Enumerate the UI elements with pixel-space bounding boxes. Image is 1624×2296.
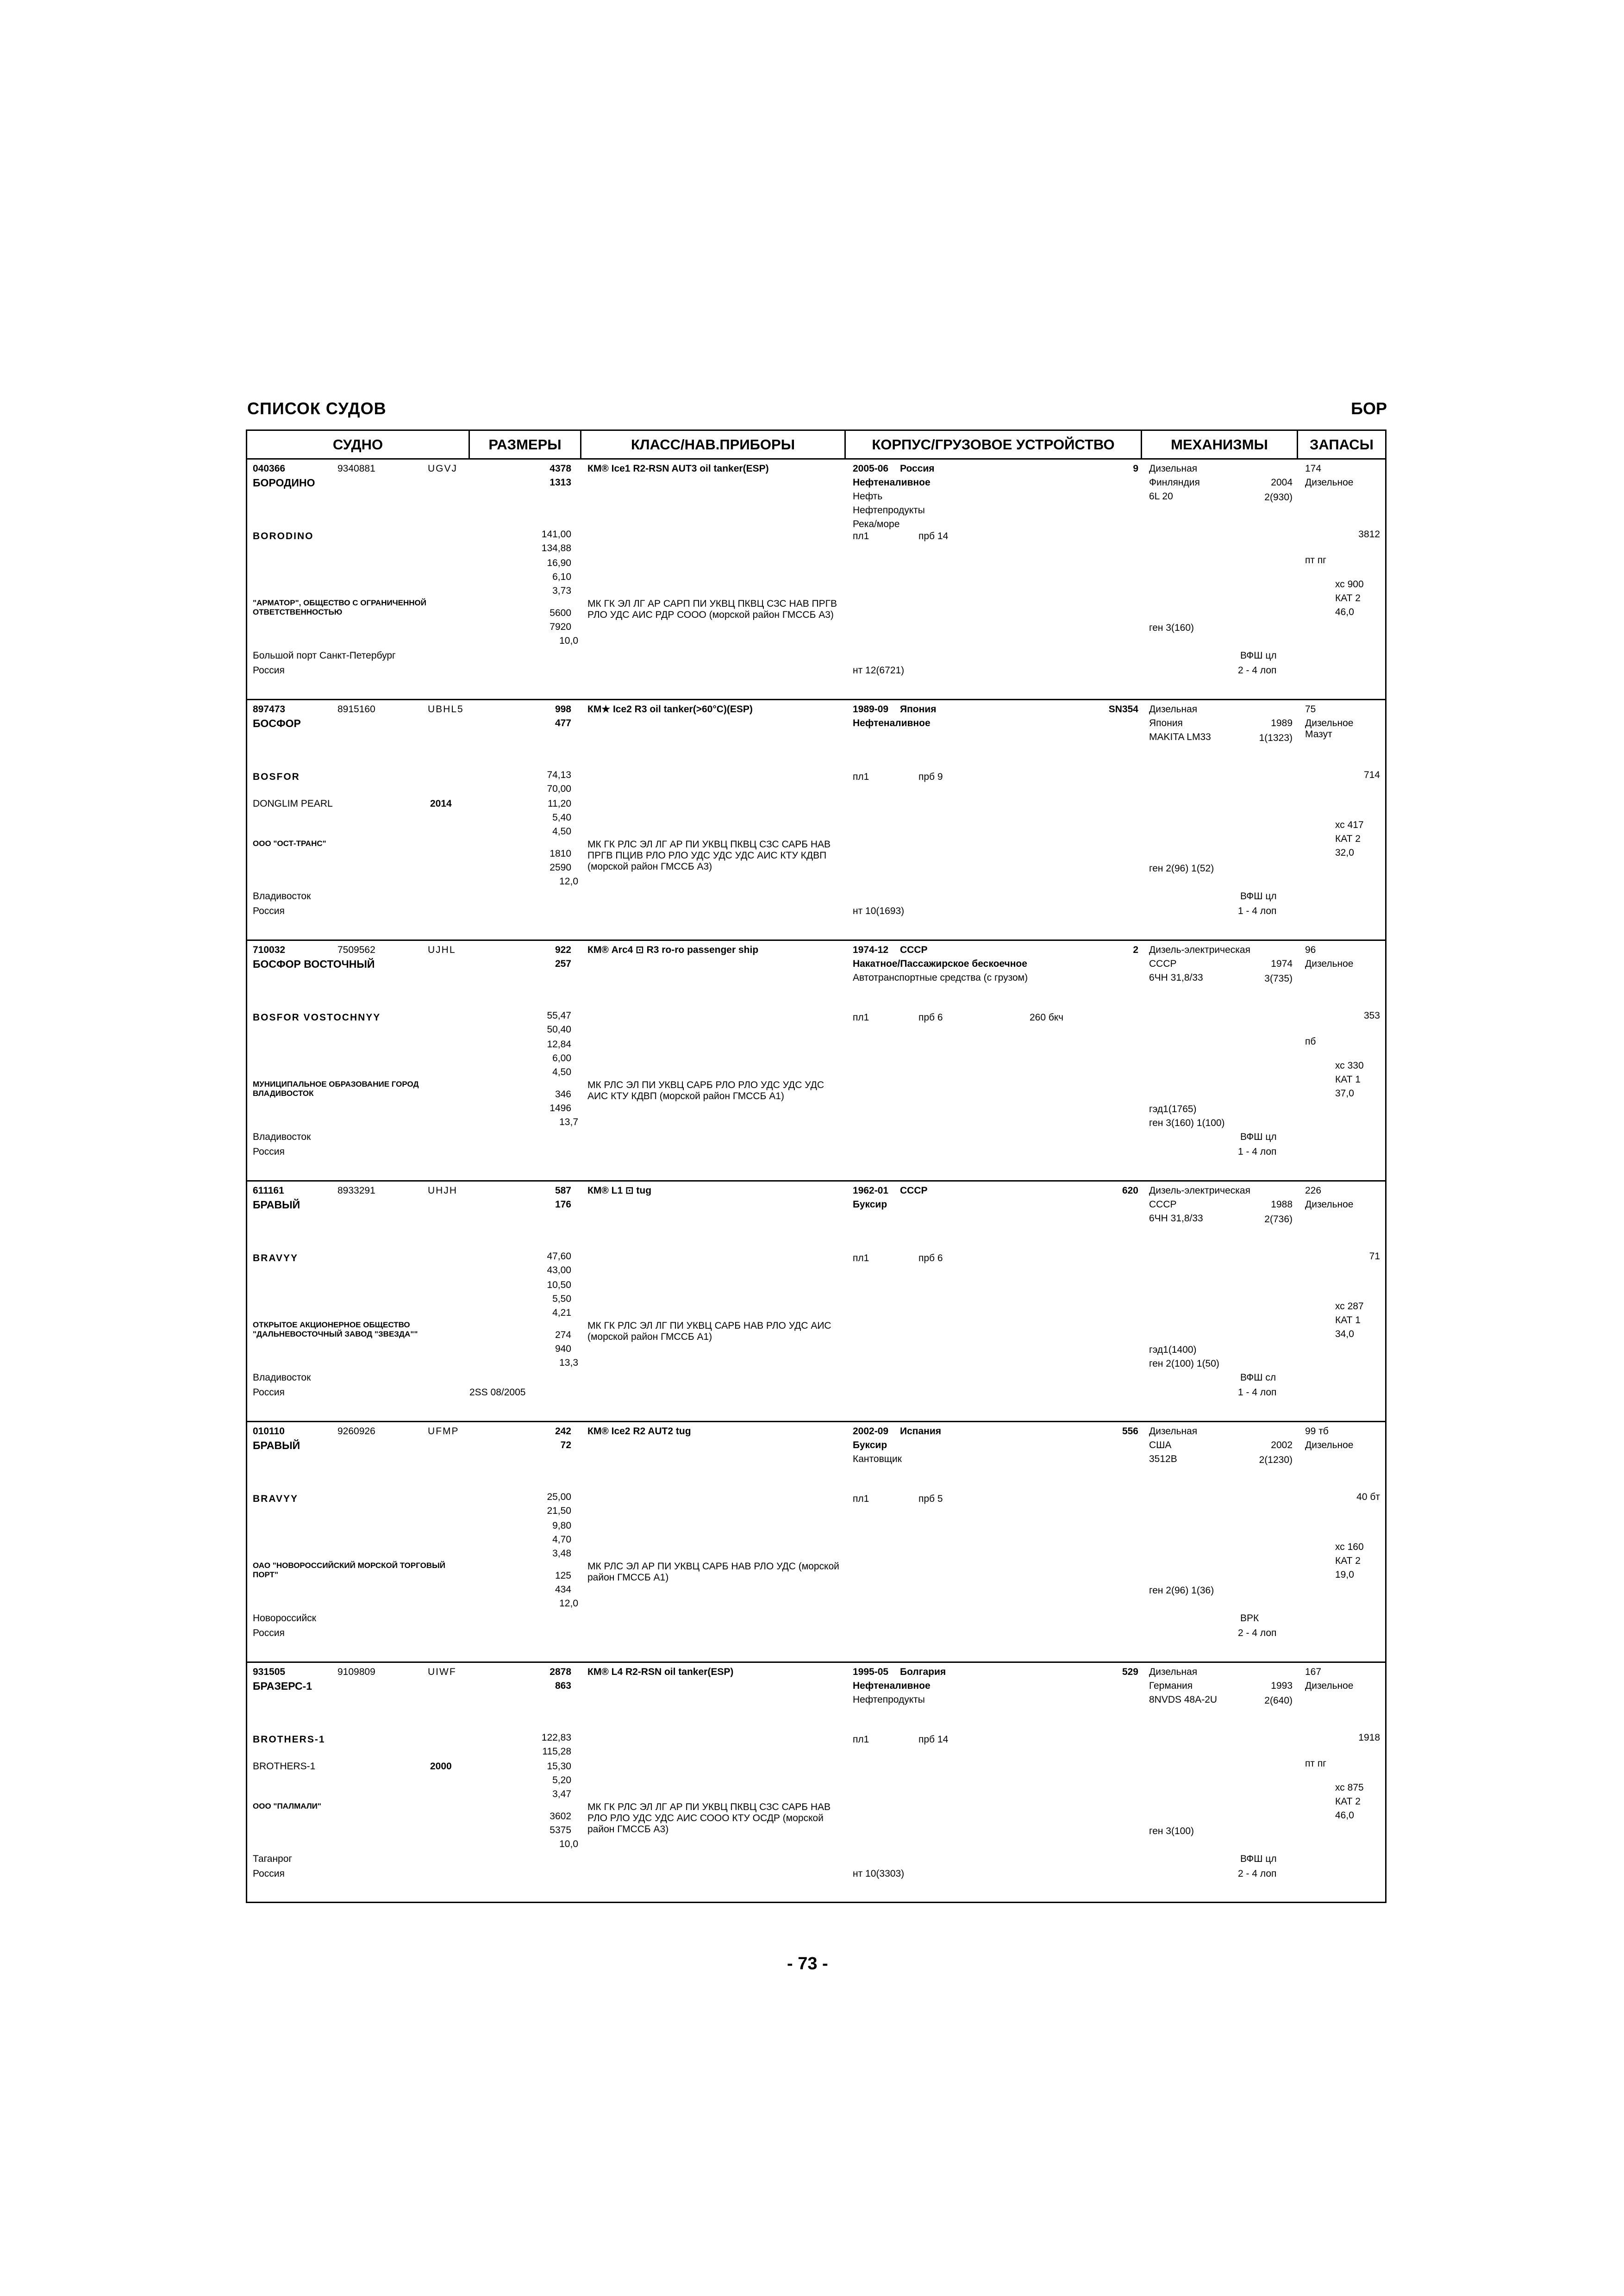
stores-water: 71 — [1369, 1251, 1380, 1262]
former-name: DONGLIM PEARL — [253, 798, 333, 809]
stores-fuel-qty: 174 — [1305, 463, 1322, 474]
decks: пл1 — [853, 531, 869, 541]
ship-name-latin: BRAVYY — [253, 1493, 298, 1504]
engine-model: 6L 20 — [1149, 491, 1173, 502]
imo-number: 8933291 — [337, 1185, 375, 1196]
build-country: СССР — [900, 945, 928, 955]
net-tonnage: 176 — [555, 1199, 571, 1210]
owner: ОТКРЫТОЕ АКЦИОНЕРНОЕ ОБЩЕСТВО "ДАЛЬНЕВОСТОЧНЫЙ ЗАВОД "ЗВЕЗДА"" — [253, 1320, 418, 1338]
engine-year: 1993 — [1271, 1680, 1293, 1691]
category: КАТ 2 — [1335, 593, 1361, 604]
ship-record — [247, 460, 1385, 700]
owner: ООО "ОСТ-ТРАНС" — [253, 839, 326, 848]
col-header-class: КЛАСС/НАВ.ПРИБОРЫ — [581, 431, 846, 458]
deadweight: 5375 — [550, 1825, 571, 1836]
generator-0: ген 3(160) — [1149, 622, 1194, 633]
imo-number: 8915160 — [337, 704, 375, 715]
imo-number: 9340881 — [337, 463, 375, 474]
yard-number: 556 — [1122, 1426, 1138, 1437]
gross-tonnage: 587 — [555, 1185, 571, 1196]
former-name-year: 2014 — [430, 798, 452, 809]
ship-name-latin: BRAVYY — [253, 1253, 298, 1263]
net-tonnage: 72 — [560, 1440, 571, 1450]
ship-name: БРАВЫЙ — [253, 1199, 300, 1211]
net-tonnage: 863 — [555, 1680, 571, 1691]
dim-3: 6,10 — [552, 572, 571, 582]
dim-0: 55,47 — [547, 1010, 571, 1021]
engine-type: Дизельная — [1149, 463, 1198, 474]
generator-0: ген 3(100) — [1149, 1826, 1194, 1836]
deadweight: 2590 — [550, 862, 571, 873]
dim-4: 4,50 — [552, 826, 571, 837]
engine-power: 2(1230) — [1259, 1455, 1293, 1465]
ship-name: БОРОДИНО — [253, 477, 315, 489]
stores-water: 353 — [1363, 1010, 1380, 1021]
displacement: 274 — [555, 1330, 571, 1340]
net-tonnage: 1313 — [550, 477, 571, 488]
category: КАТ 2 — [1335, 834, 1361, 844]
ship-record — [247, 1663, 1385, 1904]
deadweight: 7920 — [550, 622, 571, 632]
ship-type: Накатное/Пассажирское бескоечное — [853, 958, 1027, 969]
speed-knots: 12,0 — [559, 1598, 578, 1609]
decks: пл1 — [853, 1012, 869, 1023]
stores-days: 46,0 — [1335, 1810, 1354, 1821]
stores-fuel-qty: 96 — [1305, 945, 1316, 955]
former-name: BROTHERS-1 — [253, 1761, 316, 1772]
engine-year: 1989 — [1271, 718, 1293, 728]
ship-type: Буксир — [853, 1199, 887, 1210]
home-port: Таганрог — [253, 1854, 293, 1864]
engine-type: Дизель-электрическая — [1149, 945, 1250, 955]
call-sign: UBHL5 — [428, 704, 464, 715]
bulkheads: прб 14 — [918, 1734, 949, 1745]
flag: Россия — [253, 1146, 285, 1157]
yard-number: 620 — [1122, 1185, 1138, 1196]
dim-3: 4,70 — [552, 1534, 571, 1545]
bulkheads: прб 6 — [918, 1012, 943, 1023]
build-country: СССР — [900, 1185, 928, 1196]
owner: ОАО "НОВОРОССИЙСКИЙ МОРСКОЙ ТОРГОВЫЙ ПОРТ" — [253, 1561, 445, 1579]
engine-country: Германия — [1149, 1680, 1193, 1691]
propeller-blades: 1 - 4 лоп — [1238, 1146, 1277, 1157]
gross-tonnage: 242 — [555, 1426, 571, 1437]
dim-0: 122,83 — [541, 1732, 571, 1743]
dim-1: 70,00 — [547, 784, 571, 794]
stores-fuel-qty: 226 — [1305, 1185, 1322, 1196]
net-tonnage: 257 — [555, 958, 571, 969]
cargo-2: Река/море — [853, 519, 900, 529]
engine-country: Финляндия — [1149, 477, 1200, 488]
engine-model: MAKITA LM33 — [1149, 732, 1211, 742]
stores-extra: пт пг — [1305, 1758, 1326, 1769]
speed-knots: 12,0 — [559, 876, 578, 887]
crew-count: хс 160 — [1335, 1542, 1364, 1552]
ship-type: Нефтеналивное — [853, 1680, 931, 1691]
tanks: нт 10(1693) — [853, 906, 905, 916]
gross-tonnage: 4378 — [550, 463, 571, 474]
engine-power: 3(735) — [1264, 973, 1293, 984]
engine-year: 2002 — [1271, 1440, 1293, 1450]
engine-type: Дизельная — [1149, 704, 1198, 715]
stores-fuel-type: Дизельное — [1305, 1440, 1354, 1450]
flag: Россия — [253, 1387, 285, 1398]
propeller-blades: 2 - 4 лоп — [1238, 1628, 1277, 1638]
col-header-hull: КОРПУС/ГРУЗОВОЕ УСТРОЙСТВО — [846, 431, 1142, 458]
ship-record — [247, 1422, 1385, 1663]
dim-3: 5,50 — [552, 1294, 571, 1304]
displacement: 125 — [555, 1570, 571, 1581]
decks: пл1 — [853, 1734, 869, 1745]
owner: МУНИЦИПАЛЬНОЕ ОБРАЗОВАНИЕ ГОРОД ВЛАДИВОСТОК — [253, 1080, 419, 1098]
build-country: Испания — [900, 1426, 941, 1437]
dim-0: 25,00 — [547, 1492, 571, 1502]
displacement: 3602 — [550, 1811, 571, 1822]
ship-name: БРАВЫЙ — [253, 1439, 300, 1451]
call-sign: UJHL — [428, 945, 456, 955]
col-header-machinery: МЕХАНИЗМЫ — [1142, 431, 1298, 458]
speed-knots: 10,0 — [559, 635, 578, 646]
stores-fuel-type: Дизельное — [1305, 958, 1354, 969]
decks: пл1 — [853, 772, 869, 782]
sheet-title: СПИСОК СУДОВ — [247, 399, 387, 418]
engine-country: Япония — [1149, 718, 1183, 728]
col-header-ship: СУДНО — [247, 431, 470, 458]
flag: Россия — [253, 1628, 285, 1638]
dim-1: 50,40 — [547, 1024, 571, 1035]
generator-1: ген 2(100) 1(50) — [1149, 1358, 1219, 1369]
call-sign: UHJH — [428, 1185, 457, 1196]
stores-fuel-type: Дизельное — [1305, 1199, 1354, 1210]
engine-power: 2(736) — [1264, 1214, 1293, 1225]
engine-model: 8NVDS 48A-2U — [1149, 1694, 1218, 1705]
reg-number: 611161 — [253, 1185, 284, 1196]
ship-name: БОСФОР — [253, 717, 301, 729]
tanks: нт 10(3303) — [853, 1868, 905, 1879]
engine-model: 3512B — [1149, 1454, 1177, 1464]
class-notation: КМ® L1 ⊡ tug — [587, 1185, 652, 1196]
class-notation: КМ® Ice2 R2 AUT2 tug — [587, 1426, 691, 1437]
deadweight: 434 — [555, 1584, 571, 1595]
stores-fuel-qty: 167 — [1305, 1667, 1322, 1677]
crew-count: хс 287 — [1335, 1301, 1364, 1312]
dim-4: 3,48 — [552, 1548, 571, 1559]
net-tonnage: 477 — [555, 718, 571, 728]
engine-power: 1(1323) — [1259, 733, 1293, 743]
dim-4: 3,47 — [552, 1789, 571, 1799]
decks: пл1 — [853, 1493, 869, 1504]
class-notation: КМ® Arc4 ⊡ R3 ro-ro passenger ship — [587, 945, 759, 955]
nav-equipment: МК РЛС ЭЛ ПИ УКВЦ САРБ РЛО РЛО УДС УДС УДС АИС КТУ КДВП (морской район ГМССБ А1) — [587, 1080, 824, 1101]
generator-0: ген 2(96) 1(36) — [1149, 1585, 1214, 1596]
ship-record — [247, 941, 1385, 1182]
crew-count: хс 330 — [1335, 1060, 1364, 1071]
reg-number: 931505 — [253, 1667, 286, 1677]
yard-number: 9 — [1133, 463, 1138, 474]
ship-type: Буксир — [853, 1440, 887, 1450]
generator-0: гэд1(1765) — [1149, 1104, 1197, 1114]
reg-number: 710032 — [253, 945, 286, 955]
propeller-blades: 2 - 4 лоп — [1238, 665, 1277, 676]
yard-number: SN354 — [1108, 704, 1138, 715]
dim-2: 12,84 — [547, 1039, 571, 1050]
ship-name-latin: BOSFOR VOSTOCHNYY — [253, 1012, 381, 1023]
stores-water: 40 бт — [1356, 1492, 1380, 1502]
speed-knots: 13,3 — [559, 1357, 578, 1368]
build-country: Япония — [900, 704, 937, 715]
ship-register-table — [246, 429, 1387, 1903]
yard-number: 2 — [1133, 945, 1138, 955]
stores-days: 34,0 — [1335, 1329, 1354, 1339]
engine-year: 2004 — [1271, 477, 1293, 488]
stores-fuel-type: Дизельное — [1305, 1680, 1354, 1691]
generator-1: ген 3(160) 1(100) — [1149, 1118, 1225, 1128]
speed-knots: 13,7 — [559, 1117, 578, 1127]
dim-1: 21,50 — [547, 1506, 571, 1516]
ship-name: БРАЗЕРС-1 — [253, 1680, 312, 1692]
home-port: Владивосток — [253, 1132, 311, 1142]
dim-1: 134,88 — [541, 543, 571, 554]
propeller: ВФШ цл — [1240, 891, 1277, 902]
build-country: Россия — [900, 463, 935, 474]
reg-number: 897473 — [253, 704, 286, 715]
bulkheads: прб 14 — [918, 531, 949, 541]
stores-fuel-type: Дизельное Мазут — [1305, 718, 1354, 740]
ship-record — [247, 1182, 1385, 1422]
displacement: 5600 — [550, 608, 571, 618]
cargo-1: Нефтепродукты — [853, 505, 925, 516]
sheet-code: БОР — [1351, 399, 1387, 418]
record-note: 2SS 08/2005 — [469, 1387, 526, 1398]
propeller-blades: 2 - 4 лоп — [1238, 1868, 1277, 1879]
build-date: 1989-09 — [853, 704, 889, 715]
owner: ООО "ПАЛМАЛИ" — [253, 1802, 321, 1811]
class-notation: КМ® L4 R2-RSN oil tanker(ESP) — [587, 1667, 734, 1677]
cargo-0: Нефтепродукты — [853, 1694, 925, 1705]
propeller: ВФШ цл — [1240, 1854, 1277, 1864]
call-sign: UIWF — [428, 1667, 456, 1677]
dim-2: 9,80 — [552, 1520, 571, 1531]
home-port: Большой порт Санкт-Петербург — [253, 650, 396, 661]
crew-count: хс 900 — [1335, 579, 1364, 590]
tanks: нт 12(6721) — [853, 665, 905, 676]
bulkheads: прб 6 — [918, 1253, 943, 1263]
dim-3: 5,40 — [552, 812, 571, 823]
build-date: 1962-01 — [853, 1185, 889, 1196]
engine-country: США — [1149, 1440, 1172, 1450]
engine-type: Дизельная — [1149, 1426, 1198, 1437]
stores-water: 1918 — [1358, 1732, 1380, 1743]
bulkheads: прб 9 — [918, 772, 943, 782]
flag: Россия — [253, 665, 285, 676]
stores-extra: пт пг — [1305, 555, 1326, 566]
nav-equipment: МК ГК РЛС ЭЛ ЛГ АР ПИ УКВЦ ПКВЦ СЗС САРБ НАВ РЛО РЛО УДС УДС АИС СООО КТУ ОСДР (морской район ГМССБ А3) — [587, 1802, 831, 1835]
ship-name: БОСФОР ВОСТОЧНЫЙ — [253, 958, 375, 970]
category: КАТ 2 — [1335, 1796, 1361, 1807]
build-country: Болгария — [900, 1667, 946, 1677]
displacement: 1810 — [550, 848, 571, 859]
dim-2: 16,90 — [547, 558, 571, 568]
reg-number: 010110 — [253, 1426, 285, 1437]
cargo-0: Нефть — [853, 491, 883, 502]
propeller-blades: 1 - 4 лоп — [1238, 906, 1277, 916]
speed-knots: 10,0 — [559, 1839, 578, 1849]
deadweight: 940 — [555, 1344, 571, 1354]
nav-equipment: МК ГК ЭЛ ЛГ АР САРП ПИ УКВЦ ПКВЦ СЗС НАВ ПРГВ РЛО УДС АИС РДР СООО (морской район ГМССБ А3) — [587, 598, 837, 620]
gross-tonnage: 998 — [555, 704, 571, 715]
ship-type: Нефтеналивное — [853, 718, 931, 728]
nav-equipment: МК ГК РЛС ЭЛ ЛГ АР ПИ УКВЦ ПКВЦ СЗС САРБ НАВ ПРГВ ПЦИВ РЛО РЛО УДС УДС УДС АИС КТУ КДВП (морской район ГМССБ А3) — [587, 839, 831, 872]
col-header-dimensions: РАЗМЕРЫ — [470, 431, 581, 458]
stores-fuel-qty: 99 тб — [1305, 1426, 1329, 1437]
stores-extra: пб — [1305, 1036, 1316, 1047]
ship-record — [247, 700, 1385, 941]
generator-0: гэд1(1400) — [1149, 1344, 1197, 1355]
col-header-stores: ЗАПАСЫ — [1309, 436, 1374, 453]
imo-number: 9109809 — [337, 1667, 375, 1677]
dim-1: 115,28 — [542, 1746, 571, 1757]
category: КАТ 2 — [1335, 1556, 1361, 1566]
table-header — [247, 431, 1385, 460]
build-date: 1995-05 — [853, 1667, 889, 1677]
stores-fuel-qty: 75 — [1305, 704, 1316, 715]
page-number: - 73 - — [787, 1954, 828, 1973]
generator-0: ген 2(96) 1(52) — [1149, 863, 1214, 874]
propeller: ВФШ цл — [1240, 650, 1277, 661]
dim-3: 6,00 — [552, 1053, 571, 1064]
ship-name-latin: BROTHERS-1 — [253, 1734, 325, 1745]
displacement: 346 — [555, 1089, 571, 1100]
ship-type: Нефтеналивное — [853, 477, 931, 488]
dim-2: 10,50 — [547, 1280, 571, 1290]
home-port: Владивосток — [253, 891, 311, 902]
engine-country: СССР — [1149, 1199, 1177, 1210]
build-date: 2005-06 — [853, 463, 889, 474]
build-date: 1974-12 — [853, 945, 889, 955]
dim-3: 5,20 — [552, 1775, 571, 1786]
cargo-0: Кантовщик — [853, 1454, 902, 1464]
ship-name-latin: BOSFOR — [253, 772, 300, 782]
owner: "АРМАТОР", ОБЩЕСТВО С ОГРАНИЧЕННОЙ ОТВЕТСТВЕННОСТЬЮ — [253, 598, 426, 616]
stores-days: 19,0 — [1335, 1569, 1354, 1580]
stores-days: 37,0 — [1335, 1088, 1354, 1099]
imo-number: 7509562 — [337, 945, 375, 955]
gross-tonnage: 2878 — [550, 1667, 571, 1677]
stores-water: 3812 — [1358, 529, 1380, 540]
dim-4: 4,21 — [552, 1307, 571, 1318]
dim-1: 43,00 — [547, 1265, 571, 1276]
dim-4: 3,73 — [552, 585, 571, 596]
cargo-0: Автотранспортные средства (с грузом) — [853, 972, 1028, 983]
engine-model: 6ЧН 31,8/33 — [1149, 972, 1203, 983]
gross-tonnage: 922 — [555, 945, 571, 955]
nav-equipment: МК ГК РЛС ЭЛ ЛГ ПИ УКВЦ САРБ НАВ РЛО УДС АИС (морской район ГМССБ А1) — [587, 1320, 831, 1342]
engine-model: 6ЧН 31,8/33 — [1149, 1213, 1203, 1224]
reg-number: 040366 — [253, 463, 286, 474]
ship-name-latin: BORODINO — [253, 531, 314, 541]
call-sign: UGVJ — [428, 463, 458, 474]
stores-days: 46,0 — [1335, 607, 1354, 617]
call-sign: UFMP — [428, 1426, 459, 1437]
flag: Россия — [253, 1868, 285, 1879]
dim-0: 141,00 — [541, 529, 571, 540]
former-name-year: 2000 — [430, 1761, 452, 1772]
engine-type: Дизель-электрическая — [1149, 1185, 1250, 1196]
dim-2: 15,30 — [547, 1761, 571, 1772]
dim-0: 47,60 — [547, 1251, 571, 1262]
decks: пл1 — [853, 1253, 869, 1263]
class-notation: КМ★ Ice2 R3 oil tanker(>60°C)(ESP) — [587, 704, 753, 715]
engine-country: СССР — [1149, 958, 1177, 969]
propeller: ВФШ цл — [1240, 1132, 1277, 1142]
category: КАТ 1 — [1335, 1074, 1361, 1085]
imo-number: 9260926 — [337, 1426, 375, 1437]
propeller-blades: 1 - 4 лоп — [1238, 1387, 1277, 1398]
propeller: ВФШ сл — [1240, 1372, 1276, 1383]
home-port: Новороссийск — [253, 1613, 316, 1624]
engine-year: 1974 — [1271, 958, 1293, 969]
crew-count: хс 417 — [1335, 820, 1364, 830]
dim-0: 74,13 — [547, 770, 571, 780]
engine-type: Дизельная — [1149, 1667, 1198, 1677]
dim-2: 11,20 — [548, 798, 571, 809]
engine-power: 2(640) — [1264, 1695, 1293, 1706]
engine-power: 2(930) — [1264, 492, 1293, 503]
class-notation: КМ® Ice1 R2-RSN AUT3 oil tanker(ESP) — [587, 463, 769, 474]
flag: Россия — [253, 906, 285, 916]
build-date: 2002-09 — [853, 1426, 889, 1437]
stores-days: 32,0 — [1335, 847, 1354, 858]
home-port: Владивосток — [253, 1372, 311, 1383]
hull-extra: 260 бкч — [1030, 1012, 1064, 1023]
bulkheads: прб 5 — [918, 1493, 943, 1504]
stores-water: 714 — [1363, 770, 1380, 780]
propeller: ВРК — [1240, 1613, 1259, 1624]
deadweight: 1496 — [550, 1103, 571, 1114]
stores-fuel-type: Дизельное — [1305, 477, 1354, 488]
crew-count: хс 875 — [1335, 1782, 1364, 1793]
category: КАТ 1 — [1335, 1315, 1361, 1325]
yard-number: 529 — [1122, 1667, 1138, 1677]
nav-equipment: МК РЛС ЭЛ АР ПИ УКВЦ САРБ НАВ РЛО УДС (морской район ГМССБ А1) — [587, 1561, 839, 1583]
dim-4: 4,50 — [552, 1067, 571, 1077]
engine-year: 1988 — [1271, 1199, 1293, 1210]
